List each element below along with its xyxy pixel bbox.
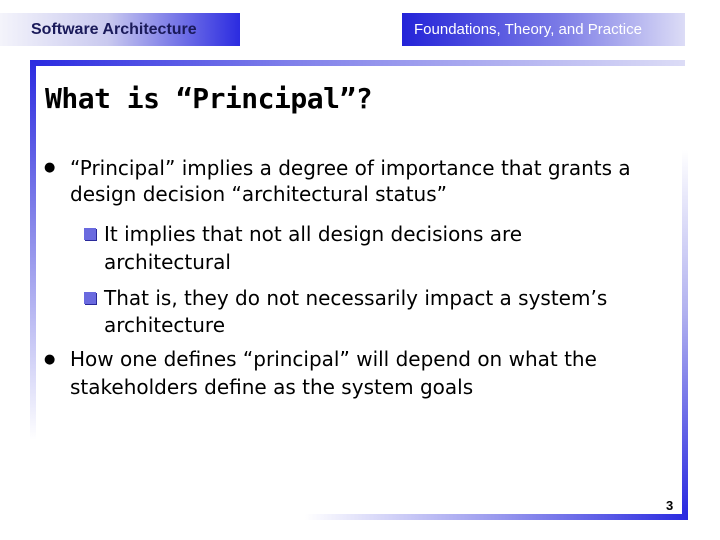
sub-bullet-square-icon [84,228,96,240]
course-title: Software Architecture [31,21,197,38]
bullet-1-line-2: design decision “architectural status” [70,182,448,206]
sub-bullet-2-line-1: That is, they do not necessarily impact a system’s [104,286,608,310]
bullet-2-line-2: stakeholders define as the system goals [70,375,474,399]
bottom-rule [305,514,688,520]
bullet-2-line-1: How one defines “principal” will depend on what the [70,347,597,371]
left-rule [30,60,36,440]
sub-bullet-1-line-2: architectural [104,250,231,274]
header-course-banner [0,13,240,46]
slide-title: What is “Principal”? [45,82,373,115]
sub-bullet-2-line-2: architecture [104,313,226,337]
sub-bullet-square-icon [84,292,96,304]
bullet-dot-icon: ● [44,160,56,175]
book-subtitle: Foundations, Theory, and Practice [414,21,642,38]
bullet-1-line-1: “Principal” implies a degree of importance that grants a [70,156,631,180]
header-book-banner [402,13,685,46]
right-rule [682,150,688,515]
top-rule [30,60,685,66]
page-number: 3 [666,498,674,513]
bullet-dot-icon: ● [44,352,56,367]
sub-bullet-1-line-1: It implies that not all design decisions are [104,222,523,246]
